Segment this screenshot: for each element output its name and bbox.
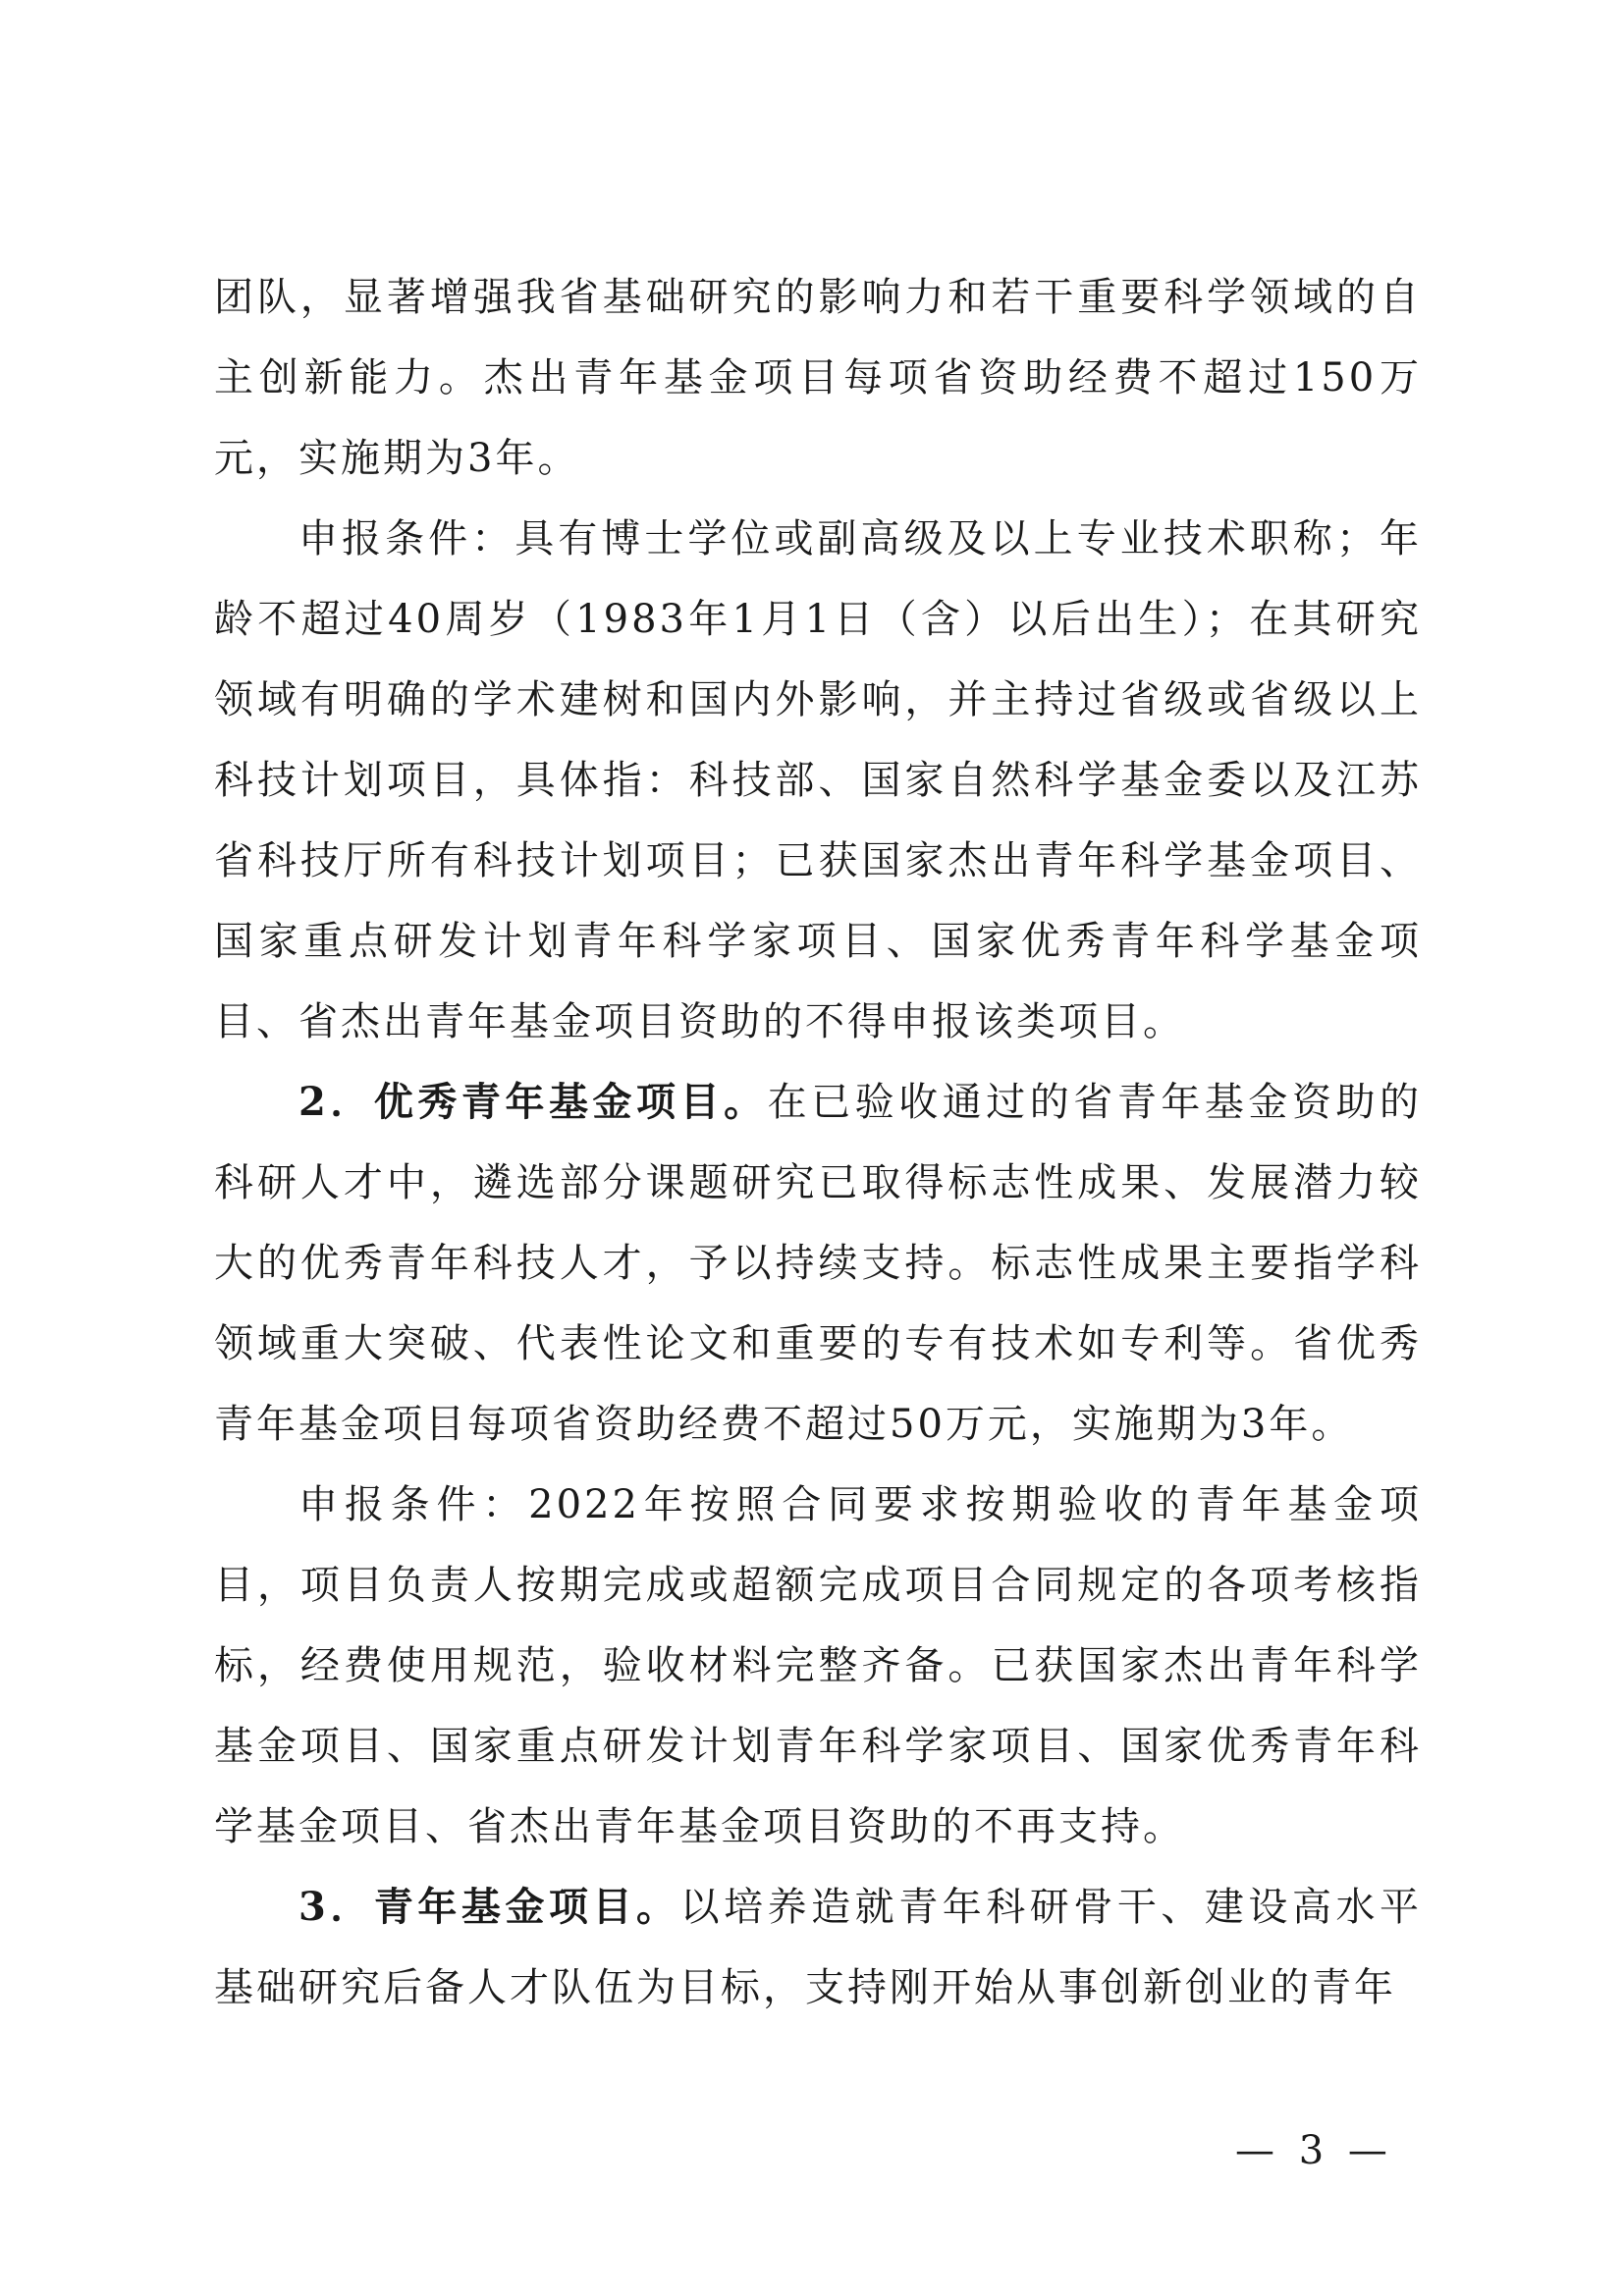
page-number: — 3 — [1235,2128,1393,2173]
body-text [214,257,1422,2028]
paragraph-text: 以培养造就青年科研骨干、建设高水平基础研究后备人才队伍为目标，支持刚开始从事创新创业的青年 [214,1885,1422,2010]
paragraph-excellent-young-fund [214,1062,1422,1465]
paragraph-young-fund [214,1867,1422,2028]
paragraph-text: 团队，显著增强我省基础研究的影响力和若干重要科学领域的自主创新能力。杰出青年基金项目每项省资助经费不超过150万元，实施期为3年。 [214,275,1422,481]
paragraph-team-intro [214,257,1422,499]
paragraph-text: 申报条件：具有博士学位或副高级及以上专业技术职称；年龄不超过40周岁（1983年1月1日（含）以后出生）；在其研究领域有明确的学术建树和国内外影响，并主持过省级或省级以上科技计划项目，具体指：科技部、国家自然科学基金委以及江苏省科技厅所有科技计划项目；已获国家杰出青年科学基金项目、国家重点研发计划青年科学家项目、国家优秀青年科学基金项目、省杰出青年基金项目资助的不得申报该类项目。 [214,516,1422,1044]
paragraph-eligibility-excellent [214,1465,1422,1867]
paragraph-text: 在已验收通过的省青年基金资助的科研人才中，遴选部分课题研究已取得标志性成果、发展潜力较大的优秀青年科技人才，予以持续支持。标志性成果主要指学科领域重大突破、代表性论文和重要的专有技术如专利等。省优秀青年基金项目每项省资助经费不超过50万元，实施期为3年。 [214,1080,1422,1447]
section-heading: 2．优秀青年基金项目。 [298,1079,768,1125]
section-heading: 3．青年基金项目。 [298,1884,680,1930]
paragraph-text: 申报条件：2022年按照合同要求按期验收的青年基金项目，项目负责人按期完成或超额完成项目合同规定的各项考核指标，经费使用规范，验收材料完整齐备。已获国家杰出青年科学基金项目、国家重点研发计划青年科学家项目、国家优秀青年科学基金项目、省杰出青年基金项目资助的不再支持。 [214,1482,1422,1849]
paragraph-eligibility-outstanding [214,499,1422,1062]
